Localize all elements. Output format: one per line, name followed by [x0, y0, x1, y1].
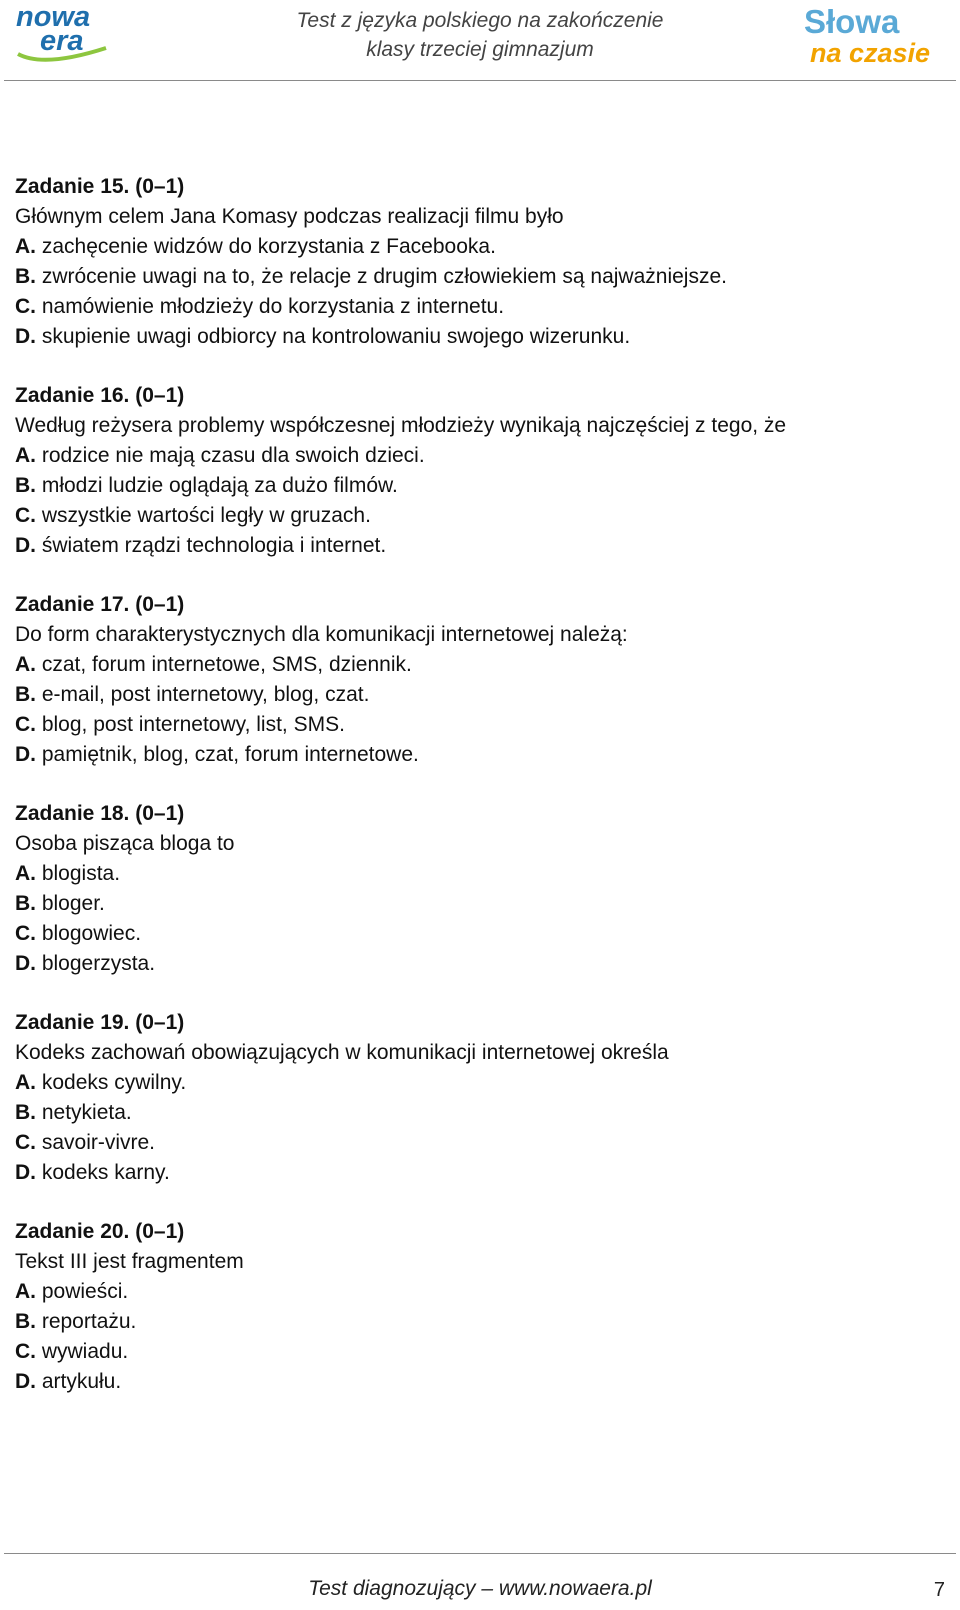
- option-text: kodeks karny.: [36, 1161, 170, 1184]
- task-title: Zadanie 20. (0–1): [15, 1220, 185, 1243]
- task-20: [15, 1217, 945, 1397]
- option-text: netykieta.: [36, 1101, 132, 1124]
- answer-option-b: [15, 889, 945, 919]
- logo-right-line1: Słowa: [804, 3, 900, 40]
- option-letter: A.: [15, 235, 36, 258]
- option-letter: B.: [15, 683, 36, 706]
- answer-option-b: [15, 262, 945, 292]
- option-text: namówienie młodzieży do korzystania z internetu.: [36, 295, 505, 318]
- tasks-list: [15, 172, 945, 1426]
- header-title: [250, 6, 710, 64]
- answer-option-c: [15, 1128, 945, 1158]
- option-letter: D.: [15, 534, 36, 557]
- option-letter: D.: [15, 1161, 36, 1184]
- answer-option-a: [15, 650, 945, 680]
- option-letter: A.: [15, 862, 36, 885]
- option-text: wywiadu.: [36, 1340, 129, 1363]
- task-question: Kodeks zachowań obowiązujących w komunikacji internetowej określa: [15, 1041, 669, 1064]
- answer-option-a: [15, 859, 945, 889]
- task-title: Zadanie 18. (0–1): [15, 802, 185, 825]
- answer-option-d: [15, 1158, 945, 1188]
- option-text: blogista.: [36, 862, 121, 885]
- task-question: Do form charakterystycznych dla komunikacji internetowej należą:: [15, 623, 628, 646]
- task-19: [15, 1008, 945, 1188]
- footer-text: Test diagnozujący – www.nowaera.pl: [308, 1577, 652, 1600]
- task-17: [15, 590, 945, 770]
- option-text: e-mail, post internetowy, blog, czat.: [36, 683, 370, 706]
- header-title-line1: Test z języka polskiego na zakończenie: [296, 9, 664, 32]
- option-text: młodzi ludzie oglądają za dużo filmów.: [36, 474, 398, 497]
- option-letter: A.: [15, 1280, 36, 1303]
- answer-option-d: [15, 531, 945, 561]
- option-text: zachęcenie widzów do korzystania z Facebooka.: [36, 235, 496, 258]
- option-letter: A.: [15, 653, 36, 676]
- answer-option-d: [15, 949, 945, 979]
- option-letter: A.: [15, 444, 36, 467]
- option-letter: C.: [15, 1340, 36, 1363]
- option-letter: C.: [15, 713, 36, 736]
- logo-left-line2: era: [40, 25, 84, 57]
- option-letter: C.: [15, 504, 36, 527]
- option-text: światem rządzi technologia i internet.: [36, 534, 387, 557]
- answer-option-d: [15, 322, 945, 352]
- option-text: artykułu.: [36, 1370, 122, 1393]
- answer-option-a: [15, 441, 945, 471]
- option-text: powieści.: [36, 1280, 129, 1303]
- answer-option-d: [15, 740, 945, 770]
- option-text: blogowiec.: [36, 922, 142, 945]
- task-question: Według reżysera problemy współczesnej młodzieży wynikają najczęściej z tego, że: [15, 414, 787, 437]
- task-question: Tekst III jest fragmentem: [15, 1250, 244, 1273]
- answer-option-a: [15, 1277, 945, 1307]
- answer-option-c: [15, 1337, 945, 1367]
- option-text: blogerzysta.: [36, 952, 156, 975]
- option-letter: B.: [15, 1310, 36, 1333]
- task-title: Zadanie 17. (0–1): [15, 593, 185, 616]
- option-letter: B.: [15, 474, 36, 497]
- answer-option-b: [15, 471, 945, 501]
- option-text: pamiętnik, blog, czat, forum internetowe.: [36, 743, 419, 766]
- answer-option-c: [15, 292, 945, 322]
- option-letter: D.: [15, 952, 36, 975]
- option-letter: D.: [15, 1370, 36, 1393]
- answer-option-c: [15, 919, 945, 949]
- option-text: rodzice nie mają czasu dla swoich dzieci.: [36, 444, 425, 467]
- task-18: [15, 799, 945, 979]
- page-header: [0, 0, 960, 82]
- option-letter: B.: [15, 1101, 36, 1124]
- option-text: skupienie uwagi odbiorcy na kontrolowaniu swojego wizerunku.: [36, 325, 631, 348]
- task-title: Zadanie 16. (0–1): [15, 384, 185, 407]
- header-title-line2: klasy trzeciej gimnazjum: [366, 38, 594, 61]
- option-letter: C.: [15, 1131, 36, 1154]
- answer-option-b: [15, 1307, 945, 1337]
- option-text: czat, forum internetowe, SMS, dziennik.: [36, 653, 412, 676]
- answer-option-c: [15, 710, 945, 740]
- option-text: blog, post internetowy, list, SMS.: [36, 713, 345, 736]
- option-letter: B.: [15, 892, 36, 915]
- option-letter: C.: [15, 922, 36, 945]
- task-question: Osoba pisząca bloga to: [15, 832, 235, 855]
- option-text: bloger.: [36, 892, 105, 915]
- task-title: Zadanie 15. (0–1): [15, 175, 185, 198]
- option-text: zwrócenie uwagi na to, że relacje z drugim człowiekiem są najważniejsze.: [36, 265, 727, 288]
- answer-option-d: [15, 1367, 945, 1397]
- task-16: [15, 381, 945, 561]
- footer-divider: [4, 1553, 956, 1554]
- answer-option-b: [15, 1098, 945, 1128]
- logo-right-line2: na czasie: [810, 38, 931, 68]
- option-text: wszystkie wartości legły w gruzach.: [36, 504, 371, 527]
- task-15: [15, 172, 945, 352]
- option-letter: C.: [15, 295, 36, 318]
- option-letter: D.: [15, 325, 36, 348]
- slowa-na-czasie-logo: [796, 2, 954, 70]
- answer-option-c: [15, 501, 945, 531]
- option-text: reportażu.: [36, 1310, 137, 1333]
- task-question: Głównym celem Jana Komasy podczas realizacji filmu było: [15, 205, 564, 228]
- header-divider: [4, 80, 956, 81]
- option-text: kodeks cywilny.: [36, 1071, 187, 1094]
- option-letter: B.: [15, 265, 36, 288]
- answer-option-a: [15, 1068, 945, 1098]
- nowa-era-logo: [14, 2, 110, 68]
- answer-option-a: [15, 232, 945, 262]
- option-letter: A.: [15, 1071, 36, 1094]
- logo-left-line1: nowa: [16, 2, 91, 33]
- page-number: 7: [933, 1579, 945, 1601]
- task-title: Zadanie 19. (0–1): [15, 1011, 185, 1034]
- option-letter: D.: [15, 743, 36, 766]
- answer-option-b: [15, 680, 945, 710]
- option-text: savoir-vivre.: [36, 1131, 156, 1154]
